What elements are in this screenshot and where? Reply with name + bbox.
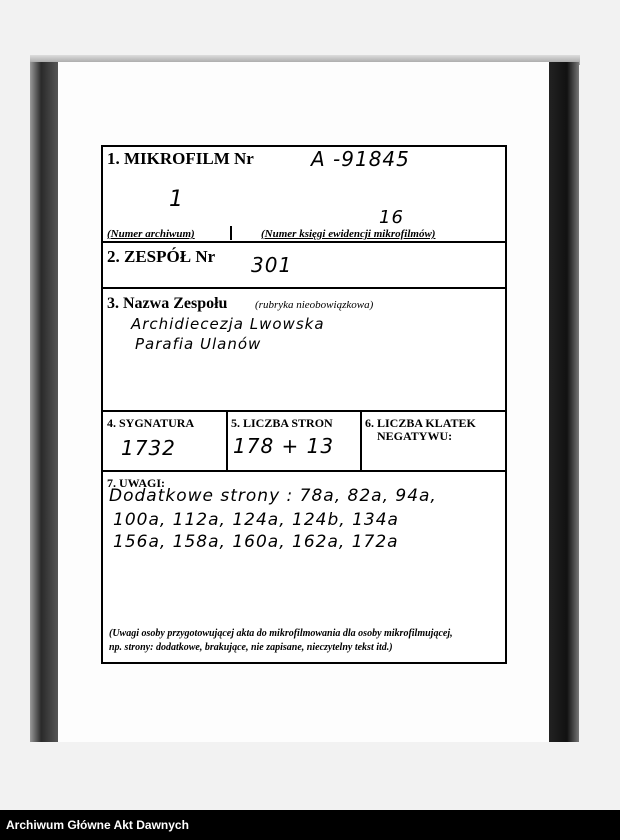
remarks-label: 7. UWAGI:	[107, 476, 166, 490]
fonds-name-line2: Parafia Ulanów	[135, 335, 262, 353]
column-divider	[360, 412, 362, 470]
archive-footer: Archiwum Główne Akt Dawnych	[0, 810, 620, 840]
divider	[230, 226, 232, 240]
column-divider	[226, 412, 228, 470]
ledger-number: 16	[379, 207, 404, 228]
fonds-number: 301	[251, 253, 293, 277]
scan-edge-left	[30, 62, 58, 742]
scan-edge-right	[549, 62, 579, 742]
remarks-note-line2: np. strony: dodatkowe, brakujące, nie zapisane, nieczytelny tekst itd.)	[109, 642, 393, 653]
fonds-name-line1: Archidiecezja Lwowska	[131, 315, 325, 333]
archive-number: 1	[169, 187, 184, 212]
microfilm-form	[101, 145, 507, 664]
pages-value: 178 + 13	[233, 434, 335, 458]
fonds-name-row	[103, 289, 505, 412]
remarks-line3: 156a, 158a, 160a, 162a, 172a	[113, 532, 399, 552]
fonds-name-note: (rubryka nieobowiązkowa)	[255, 299, 374, 311]
archive-number-label: (Numer archiwum)	[107, 228, 195, 240]
signature-row	[103, 412, 505, 472]
ledger-number-label: (Numer księgi ewidencji mikrofilmów)	[261, 228, 436, 240]
remarks-line1: Dodatkowe strony : 78a, 82a, 94a,	[109, 486, 437, 506]
microfilm-number: A -91845	[311, 147, 410, 171]
signature-value: 1732	[121, 436, 176, 460]
frames-label-2: NEGATYWU:	[377, 429, 453, 443]
frames-label: 6. LICZBA KLATEK	[365, 416, 476, 430]
remarks-note-line1: (Uwagi osoby przygotowującej akta do mikrofilmowania dla osoby mikrofilmującej,	[109, 628, 453, 639]
microfilm-row	[103, 147, 505, 243]
remarks-section	[103, 472, 505, 662]
microfilm-label: 1. MIKROFILM Nr	[107, 149, 254, 168]
fonds-name-label: 3. Nazwa Zespołu	[107, 295, 228, 312]
fonds-row	[103, 243, 505, 289]
fonds-label: 2. ZESPÓŁ Nr	[107, 247, 216, 266]
remarks-line2: 100a, 112a, 124a, 124b, 134a	[113, 510, 399, 530]
pages-label: 5. LICZBA STRON	[231, 416, 333, 430]
signature-label: 4. SYGNATURA	[107, 416, 195, 430]
